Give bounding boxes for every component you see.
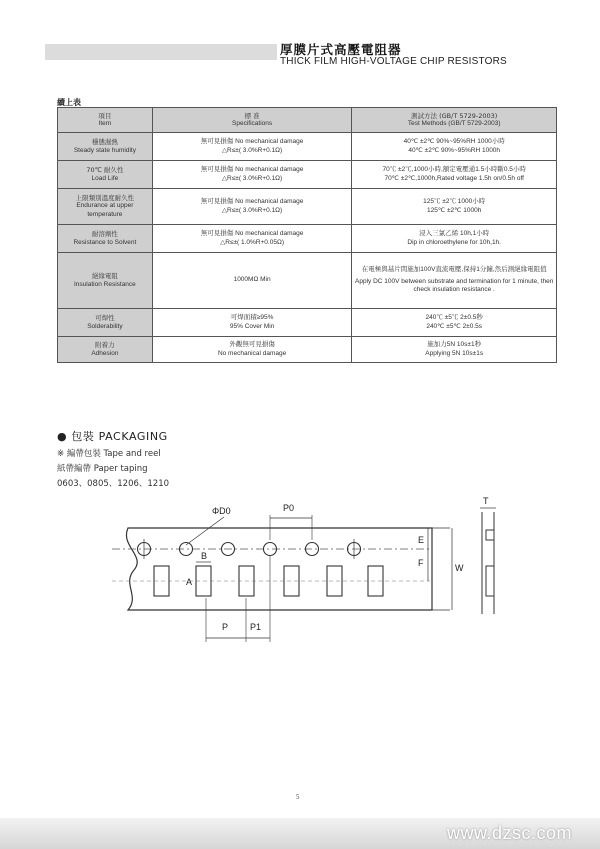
tape-outline bbox=[126, 528, 432, 610]
row-spec-line: 無可見損傷 No mechanical damage bbox=[200, 166, 304, 173]
row-item-zh: 耐溶劑性 bbox=[91, 230, 118, 238]
row-spec-line: 1000MΩ Min bbox=[233, 276, 271, 284]
packaging-paper-taping: 紙帶編帶 Paper taping bbox=[57, 464, 148, 474]
row-item-en: Endurance at upper temperature bbox=[76, 202, 134, 218]
label-t: T bbox=[483, 496, 489, 506]
page-number: 5 bbox=[296, 793, 300, 801]
row-item-zh: 絕緣電阻 bbox=[91, 272, 118, 280]
row-item-zh: 穩態濕熱 bbox=[91, 138, 118, 146]
row-method-line: 240℃ ±5℃ 2±0.5秒 bbox=[425, 314, 483, 321]
row-method-line: 浸入三氯乙烯 10h,1小時 bbox=[419, 230, 490, 237]
header-spec-zh: 標 准 bbox=[244, 111, 260, 120]
row-item-en: Load Life bbox=[91, 174, 119, 182]
header-item-en: Item bbox=[98, 120, 112, 127]
label-p1: P1 bbox=[250, 622, 262, 632]
row-spec-line: 無可見損傷 No mechanical damage bbox=[200, 198, 304, 205]
page-title-chinese: 厚膜片式高壓電阻器 bbox=[280, 42, 402, 57]
label-f: F bbox=[418, 558, 424, 568]
packaging-heading: ● 包裝 PACKAGING bbox=[57, 430, 168, 443]
row-method-line: 70℃ ±2℃,1000h,Rated voltage 1.5h on/0.5h off bbox=[384, 174, 524, 182]
page-title-english: THICK FILM HIGH-VOLTAGE CHIP RESISTORS bbox=[280, 56, 507, 67]
row-spec-line: △R≤±( 3.0%R+0.1Ω) bbox=[222, 146, 283, 154]
row-spec-line: No mechanical damage bbox=[217, 349, 287, 357]
continued-label: 續上表 bbox=[57, 98, 81, 107]
row-method-line: 70℃ ±2℃,1000小時,額定電壓通1.5小時斷0.5小時 bbox=[382, 166, 526, 173]
row-item-en: Adhesion bbox=[91, 349, 119, 357]
label-p0: P0 bbox=[283, 503, 295, 513]
row-spec-line: 95% Cover Min bbox=[229, 322, 275, 330]
row-method-line: 125℃ ±2℃ 1000h bbox=[427, 206, 482, 214]
row-spec-line: 外觀無可見損傷 bbox=[229, 341, 275, 348]
row-item-zh: 70℃ 耐久性 bbox=[86, 166, 124, 174]
watermark-url: www.dzsc.com bbox=[446, 823, 572, 843]
label-a: A bbox=[186, 577, 193, 587]
row-item-en: Resistance to Solvent bbox=[73, 238, 137, 246]
packaging-tape-reel: ※ 編帶包裝 Tape and reel bbox=[57, 449, 161, 459]
row-spec-line: △R≤±( 3.0%R+0.1Ω) bbox=[222, 174, 283, 182]
label-e: E bbox=[418, 535, 425, 545]
row-item-en: Insulation Resistance bbox=[74, 280, 136, 288]
row-method-line: 在電極與基片間施加100V直流電壓,保持1分鐘,然后測絕緣電阻值 bbox=[361, 266, 547, 274]
row-method-line: 240℃ ±5℃ 2±0.5s bbox=[426, 322, 483, 330]
header-method-zh: 測試方法 (GB/T 5729-2003) bbox=[411, 111, 498, 120]
row-method-line: Dip in chloroethylene for 10h,1h. bbox=[407, 238, 501, 246]
row-method-line: 40℃ ±2℃ 90%~95%RH 1000小時 bbox=[403, 138, 505, 145]
row-method-line: 施加力5N 10s±1秒 bbox=[427, 341, 482, 348]
row-spec-line: 無可見損傷 No mechanical damage bbox=[200, 138, 304, 145]
row-spec-line: 無可見損傷 No mechanical damage bbox=[200, 230, 304, 237]
header-spec-en: Specifications bbox=[232, 120, 273, 127]
row-method-line: 125℃ ±2℃ 1000小時 bbox=[423, 198, 486, 205]
row-method-line: 40℃ ±2℃ 90%~95%RH 1000h bbox=[408, 146, 501, 154]
d0-leader bbox=[186, 517, 224, 545]
row-spec-line: △R≤±( 1.0%R+0.05Ω) bbox=[220, 238, 284, 246]
row-item-zh: 附着力 bbox=[95, 341, 115, 349]
row-spec-line: △R≤±( 3.0%R+0.1Ω) bbox=[222, 206, 283, 214]
label-w: W bbox=[455, 563, 464, 573]
row-method-line: Applying 5N 10s±1s bbox=[425, 349, 484, 357]
label-b: B bbox=[201, 551, 208, 561]
row-item-en: Steady state humidity bbox=[73, 146, 136, 154]
header-item-zh: 項目 bbox=[98, 111, 112, 120]
label-d0: ΦD0 bbox=[212, 506, 231, 516]
row-item-zh: 上限類別溫度耐久性 bbox=[75, 193, 135, 202]
row-spec-line: 可焊面積≥95% bbox=[230, 314, 274, 321]
packaging-sizes: 0603、0805、1206、1210 bbox=[57, 479, 170, 489]
label-p: P bbox=[222, 622, 229, 632]
tape-side-profile bbox=[482, 512, 494, 614]
row-item-zh: 可焊性 bbox=[95, 314, 115, 322]
row-method-line: Apply DC 100V between substrate and termination for 1 minute, then check insulation resistance . bbox=[355, 277, 554, 294]
row-item-en: Solderability bbox=[87, 322, 123, 330]
header-method-en: Test Methods (GB/T 5729-2003) bbox=[407, 120, 501, 127]
